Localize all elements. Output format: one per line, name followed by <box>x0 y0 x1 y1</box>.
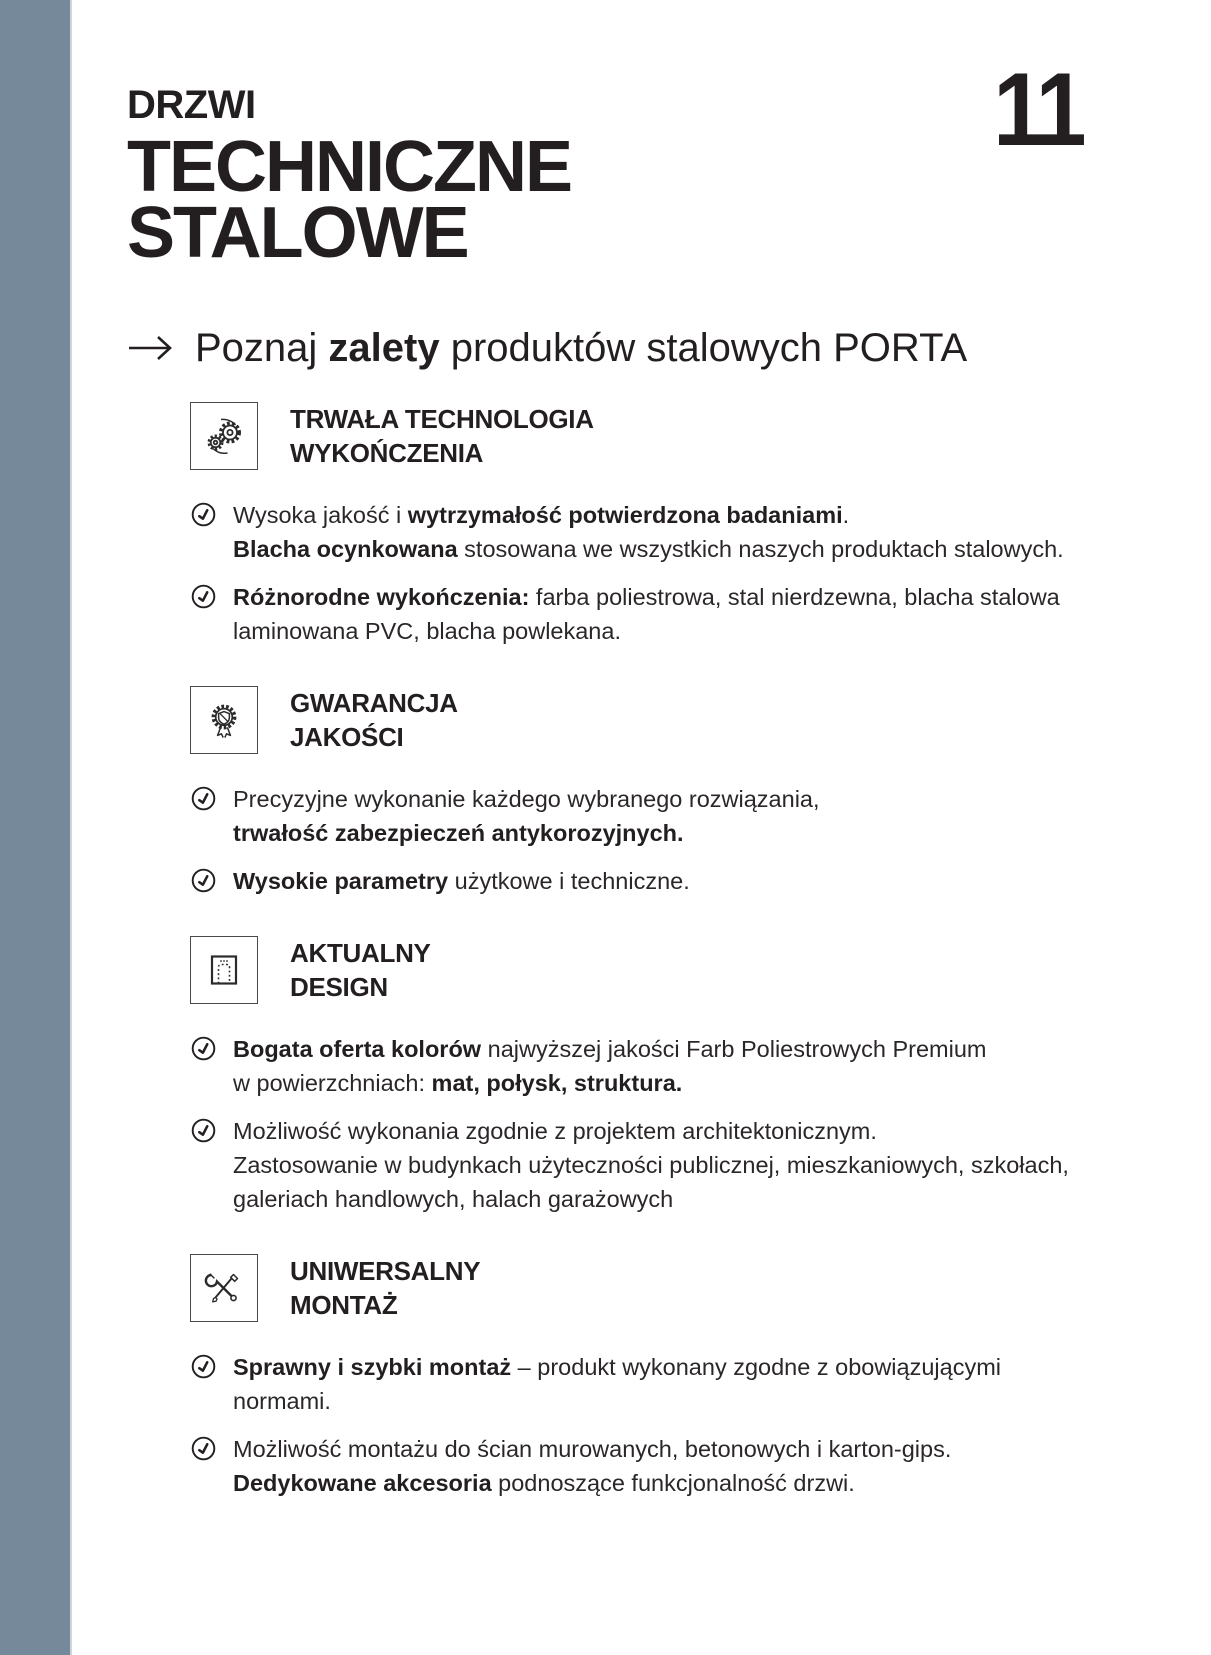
section-title-line: JAKOŚCI <box>290 722 404 752</box>
bullet-text-bold: Wysokie parametry <box>233 868 449 894</box>
bullet-text-bold: trwałość zabezpieczeń antykorozyjnych. <box>233 820 684 846</box>
bullet-item <box>190 580 1153 648</box>
bullet-text-plain: . <box>842 502 850 528</box>
bullet-text-plain: najwyższej jakości Farb Poliestrowych Premium <box>481 1036 987 1062</box>
bullet-text-plain: normami. <box>233 1388 331 1414</box>
check-circle-icon <box>190 1117 217 1144</box>
bullet-text-plain: – produkt wykonany zgodne z obowiązującymi <box>511 1354 1002 1380</box>
check-circle-icon <box>190 785 217 812</box>
bullet-item <box>190 1032 1153 1100</box>
bullet-text-line <box>233 816 820 850</box>
section-bullets <box>190 1350 1153 1500</box>
bullet-text-line <box>233 1066 987 1100</box>
section-title-line: MONTAŻ <box>290 1290 398 1320</box>
bullet-item <box>190 782 1153 850</box>
section-header <box>190 402 1153 470</box>
bullet-text-plain: farba poliestrowa, stal nierdzewna, blacha stalowa <box>529 584 1060 610</box>
quality-badge-icon <box>190 686 258 754</box>
bullet-item <box>190 498 1153 566</box>
bullet-text <box>233 1432 951 1500</box>
bullet-item <box>190 864 1153 898</box>
bullet-text-plain: Precyzyjne wykonanie każdego wybranego rozwiązania, <box>233 786 820 812</box>
feature-section <box>190 686 1153 898</box>
feature-section <box>190 402 1153 648</box>
page-kicker: DRZWI <box>127 83 256 127</box>
bullet-text-plain: Możliwość montażu do ścian murowanych, betonowych i karton-gips. <box>233 1436 952 1462</box>
bullet-text-bold: Blacha ocynkowana <box>233 536 458 562</box>
bullet-text-bold: Bogata oferta kolorów <box>233 1036 482 1062</box>
bullet-text-line <box>233 498 1064 532</box>
section-title-line: AKTUALNY <box>290 938 431 968</box>
section-title <box>290 402 594 470</box>
section-header <box>190 1254 1153 1322</box>
bullet-text-plain: w powierzchniach: <box>233 1070 432 1096</box>
bullet-text-line <box>233 1032 987 1066</box>
design-icon <box>190 936 258 1004</box>
section-title-line: DESIGN <box>290 972 388 1002</box>
feature-section <box>190 936 1153 1216</box>
section-bullets <box>190 782 1153 898</box>
bullet-text-line <box>233 1182 1069 1216</box>
intro-text-bold: zalety <box>328 326 440 370</box>
bullet-text <box>233 580 1060 648</box>
right-arrow-icon <box>127 330 175 366</box>
bullet-text-plain: laminowana PVC, blacha powlekana. <box>233 618 621 644</box>
section-bullets <box>190 1032 1153 1216</box>
bullet-text-bold: Sprawny i szybki montaż <box>233 1354 512 1380</box>
section-title-line: WYKOŃCZENIA <box>290 438 484 468</box>
bullet-text-plain: Możliwość wykonania zgodnie z projektem architektonicznym. <box>233 1118 877 1144</box>
section-header <box>190 936 1153 1004</box>
bullet-text-line <box>233 1384 1001 1418</box>
page-content <box>127 84 1153 1500</box>
check-circle-icon <box>190 1035 217 1062</box>
section-title <box>290 936 431 1004</box>
intro-text-post: produktów stalowych PORTA <box>439 326 968 370</box>
advantages-list <box>190 402 1153 1500</box>
bullet-text-plain: użytkowe i techniczne. <box>448 868 690 894</box>
check-circle-icon <box>190 1435 217 1462</box>
bullet-text-line <box>233 864 690 898</box>
bullet-text <box>233 1114 1069 1216</box>
bullet-text-plain: stosowana we wszystkich naszych produktach stalowych. <box>457 536 1064 562</box>
bullet-text <box>233 1032 987 1100</box>
section-title <box>290 1254 480 1322</box>
bullet-text-line <box>233 580 1060 614</box>
check-circle-icon <box>190 867 217 894</box>
feature-section <box>190 1254 1153 1500</box>
section-title-line: UNIWERSALNY <box>290 1256 481 1286</box>
bullet-text-line <box>233 1148 1069 1182</box>
section-title-line: GWARANCJA <box>290 688 458 718</box>
section-header <box>190 686 1153 754</box>
page-number: 11 <box>993 52 1083 168</box>
gears-icon <box>190 402 258 470</box>
bullet-text-line <box>233 1466 951 1500</box>
bullet-item <box>190 1432 1153 1500</box>
sidebar-accent-band <box>0 0 72 1655</box>
bullet-text-plain: galeriach handlowych, halach garażowych <box>233 1186 674 1212</box>
tools-icon <box>190 1254 258 1322</box>
bullet-text-bold: mat, połysk, struktura. <box>431 1070 683 1096</box>
bullet-text <box>233 864 690 898</box>
bullet-text-line <box>233 614 1060 648</box>
section-title-line: TRWAŁA TECHNOLOGIA <box>290 404 594 434</box>
check-circle-icon <box>190 1353 217 1380</box>
bullet-text-plain: podnoszące funkcjonalność drzwi. <box>491 1470 855 1496</box>
bullet-text-line <box>233 782 820 816</box>
bullet-item <box>190 1350 1153 1418</box>
section-title <box>290 686 458 754</box>
bullet-text-bold: Dedykowane akcesoria <box>233 1470 492 1496</box>
intro-text <box>195 324 967 372</box>
intro-text-pre: Poznaj <box>195 326 329 370</box>
check-circle-icon <box>190 501 217 528</box>
page-title-line-1: TECHNICZNE <box>127 127 571 207</box>
bullet-text-plain: Zastosowanie w budynkach użyteczności publicznej, mieszkaniowych, szkołach, <box>233 1152 1069 1178</box>
bullet-text <box>233 1350 1001 1418</box>
bullet-text-bold: Różnorodne wykończenia: <box>233 584 530 610</box>
bullet-text-line <box>233 532 1064 566</box>
bullet-text-line <box>233 1350 1001 1384</box>
bullet-text <box>233 498 1064 566</box>
bullet-item <box>190 1114 1153 1216</box>
intro-line <box>127 324 1153 372</box>
bullet-text <box>233 782 820 850</box>
section-bullets <box>190 498 1153 648</box>
check-circle-icon <box>190 583 217 610</box>
bullet-text-line <box>233 1114 1069 1148</box>
bullet-text-line <box>233 1432 951 1466</box>
bullet-text-plain: Wysoka jakość i <box>233 502 408 528</box>
page-title-line-2: STALOWE <box>127 193 468 273</box>
bullet-text-bold: wytrzymałość potwierdzona badaniami <box>407 502 843 528</box>
